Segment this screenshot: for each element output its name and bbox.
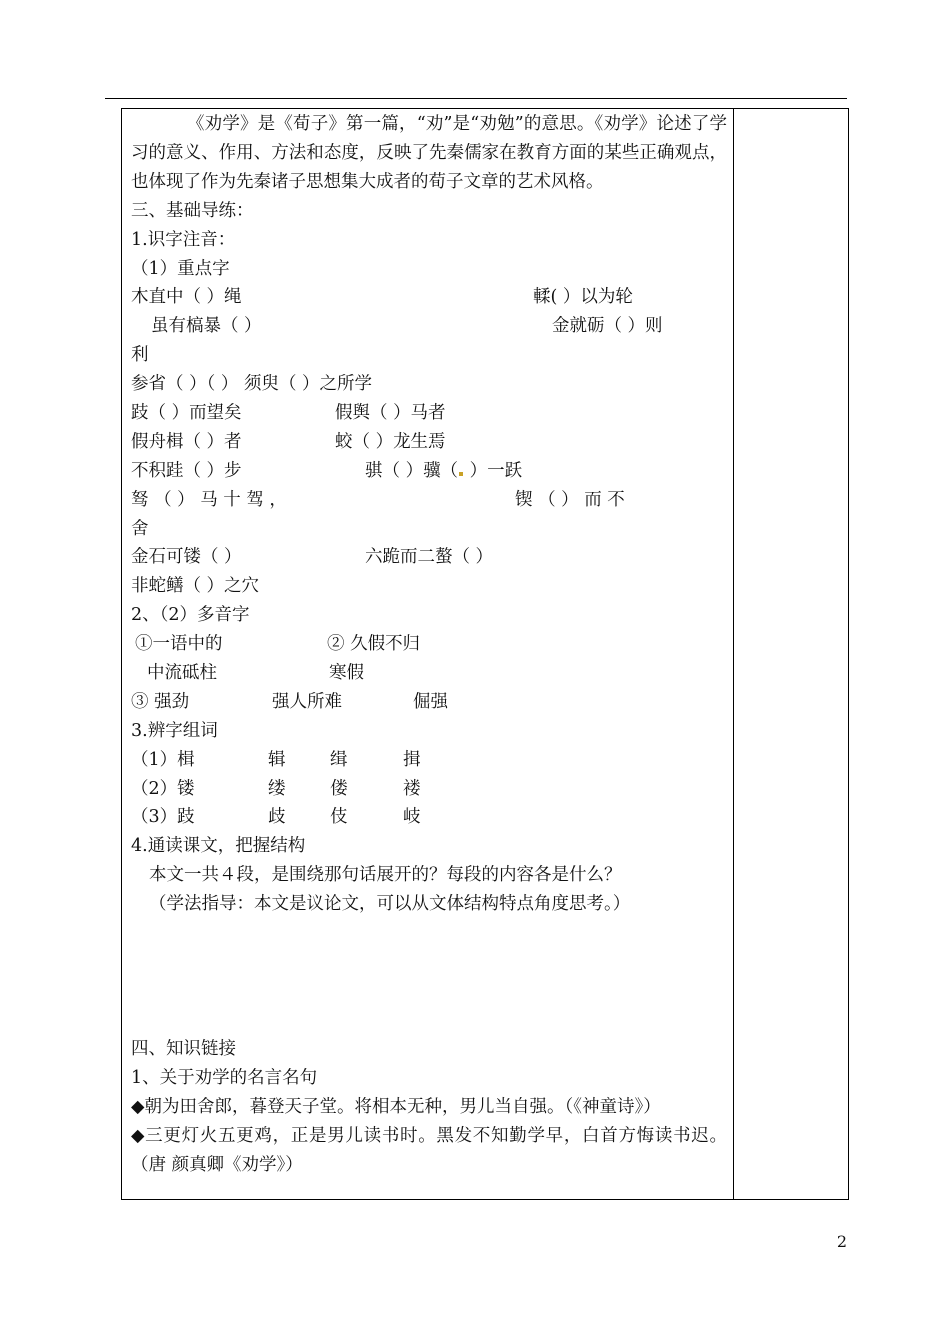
item3-title: 3.辨字组词 <box>131 720 218 741</box>
key-word-entry: 六跪而二螯（ ） <box>365 547 494 568</box>
key-word-entry: 蛟（ ）龙生焉 <box>335 431 446 452</box>
key-words-row-7 <box>131 486 727 515</box>
char-item: 伎 <box>330 807 348 828</box>
polyphone-word: ② 久假不归 <box>327 634 421 655</box>
char-item: 歧 <box>268 807 286 828</box>
char-item: （2）镂 <box>131 778 195 799</box>
key-words-row-8 <box>131 543 727 572</box>
answer-space <box>131 919 727 1035</box>
key-words-row-6 <box>131 457 727 486</box>
char-item: 褛 <box>403 778 421 799</box>
section4-item1: 1、关于劝学的名言名句 <box>131 1067 318 1088</box>
key-words-row-4 <box>131 399 727 428</box>
item4-title: 4.通读课文，把握结构 <box>131 836 306 857</box>
polyphone-word: ①一语中的 <box>135 634 223 655</box>
char-item: 岐 <box>403 807 421 828</box>
char-item: 偻 <box>330 778 348 799</box>
char-group-row <box>131 775 727 804</box>
key-word-entry: 驽 （ ） 马 十 驾 ， <box>131 489 287 510</box>
item2-title: 2、（2）多音字 <box>131 605 250 626</box>
key-words-row-3: 参省（ ）（ ） 须臾（ ）之所学 <box>131 374 372 395</box>
char-group-row <box>131 803 727 832</box>
item4-question: 本文一共４段，是围绕那句话展开的？每段的内容各是什么？ <box>149 865 622 886</box>
key-words-row-2 <box>131 312 727 341</box>
char-item: 揖 <box>403 749 421 770</box>
column-divider <box>733 108 734 1200</box>
polyphone-word: 强人所难 <box>272 691 342 712</box>
intro-paragraph: 《劝学》是《荀子》第一篇，“劝”是“劝勉”的意思。《劝学》论述了学习的意义、作用、方法和态度，反映了先秦儒家在教育方面的某些正确观点，也体现了作为先秦诸子思想集大成者的荀子文章的艺术风格。 <box>131 114 727 192</box>
key-word-entry: 木直中（ ）绳 <box>131 287 242 308</box>
page-number: 2 <box>836 1232 847 1251</box>
item1-title: 1.识字注音： <box>131 229 236 250</box>
key-words-row-2-wrap: 利 <box>131 345 149 366</box>
item4-tip: （学法指导：本文是议论文，可以从文体结构特点角度思考。） <box>149 894 631 915</box>
char-item: （3）跂 <box>131 807 195 828</box>
char-item: （1）楫 <box>131 749 195 770</box>
key-word-entry: 金就砺（ ）则 <box>552 316 663 337</box>
key-word-entry: 锲 （ ） 而 不 <box>515 489 625 510</box>
char-group-row <box>131 746 727 775</box>
polyphone-word: 中流砥柱 <box>147 662 217 683</box>
accent-dot <box>459 472 463 476</box>
key-words-row-5 <box>131 428 727 457</box>
section3-title: 三、基础导练： <box>131 200 254 221</box>
char-item: 辑 <box>268 749 286 770</box>
polyphone-row-1 <box>131 630 727 659</box>
key-words-row-1 <box>131 283 727 312</box>
header-rule <box>105 98 847 99</box>
key-word-entry: 假舆（ ）马者 <box>335 402 446 423</box>
key-words-row-9: 非蛇鳝（ ）之穴 <box>131 576 260 597</box>
key-word-entry: 跂（ ）而望矣 <box>131 402 242 423</box>
key-words-row-7-wrap: 舍 <box>131 518 149 539</box>
polyphone-word: 寒假 <box>329 662 364 683</box>
key-word-entry: 虽有槁暴（ ） <box>151 316 262 337</box>
item1-subtitle: （1）重点字 <box>131 258 230 279</box>
key-word-entry: 骐（ ）骥（ ）一跃 <box>365 460 523 481</box>
key-word-entry: 金石可镂（ ） <box>131 547 242 568</box>
main-cell <box>131 110 727 1179</box>
key-word-entry: 輮( ）以为轮 <box>533 287 633 308</box>
polyphone-word: 倔强 <box>413 691 448 712</box>
polyphone-row-3 <box>131 688 727 717</box>
key-word-entry: 不积跬（ ）步 <box>131 460 242 481</box>
key-word-entry: 假舟楫（ ）者 <box>131 431 242 452</box>
polyphone-row-2 <box>131 659 727 688</box>
polyphone-word: ③ 强劲 <box>131 691 190 712</box>
quote-1: ◆朝为田舍郎，暮登天子堂。将相本无种，男儿当自强。（《神童诗》） <box>131 1096 661 1117</box>
char-item: 缕 <box>268 778 286 799</box>
quote-2: ◆三更灯火五更鸡，正是男儿读书时。黑发不知勤学早，白首方悔读书迟。（唐 颜真卿《劝学》） <box>131 1125 727 1175</box>
section4-title: 四、知识链接 <box>131 1038 236 1059</box>
char-item: 缉 <box>330 749 348 770</box>
